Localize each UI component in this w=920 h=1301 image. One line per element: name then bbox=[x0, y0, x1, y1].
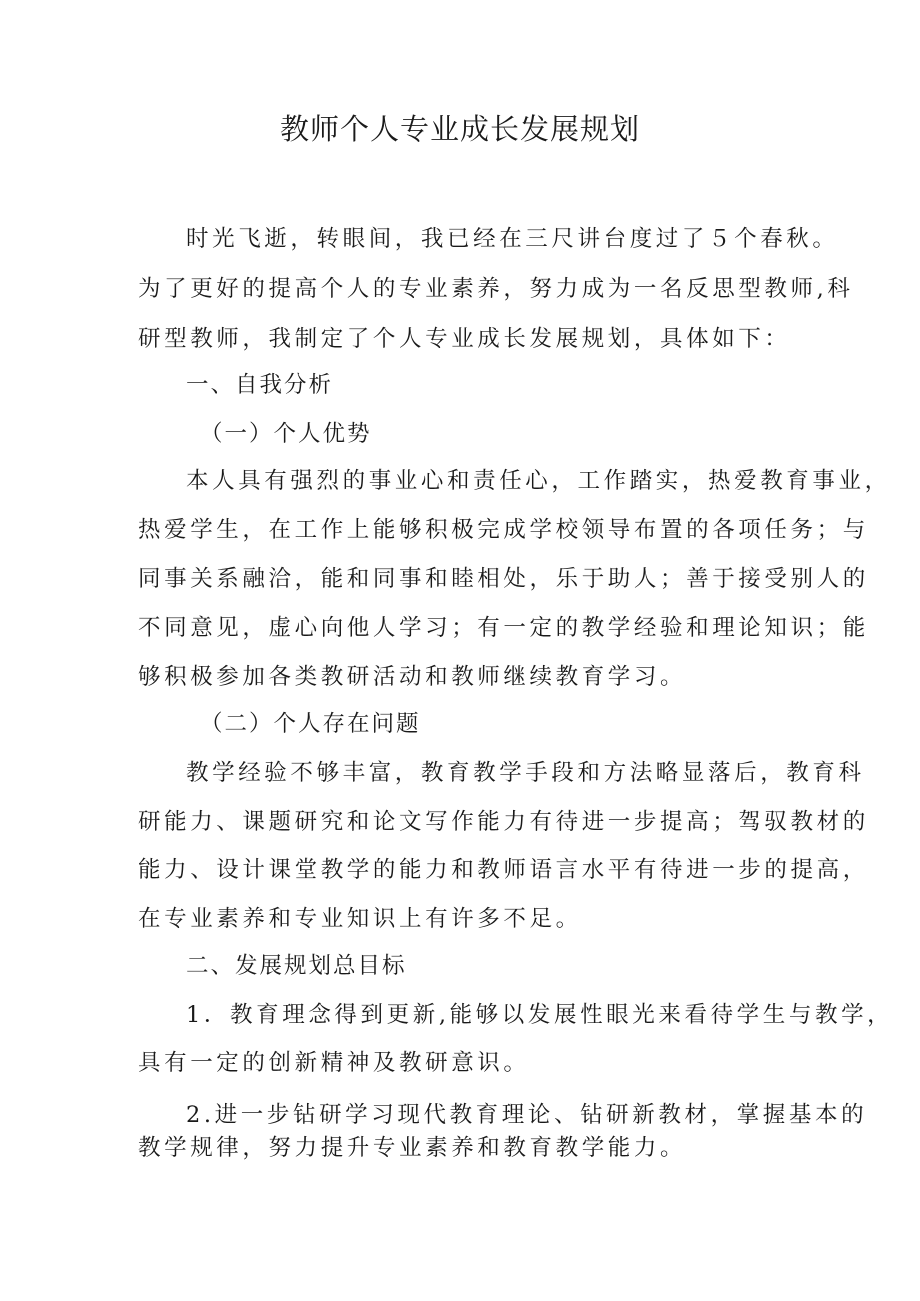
intro-line-1: 时光飞逝，转眼间，我已经在三尺讲台度过了５个春秋。 bbox=[186, 226, 839, 252]
problems-line-2: 研能力、课题研究和论文写作能力有待进一步提高；驾驭教材的 bbox=[138, 809, 869, 835]
section-1-sub-1-heading: （一）个人优势 bbox=[200, 421, 372, 447]
strengths-line-4: 不同意见，虚心向他人学习；有一定的教学经验和理论知识；能 bbox=[138, 615, 869, 641]
strengths-line-1: 本人具有强烈的事业心和责任心，工作踏实，热爱教育事业， bbox=[186, 468, 891, 494]
section-1-heading: 一、自我分析 bbox=[186, 372, 334, 398]
problems-line-3: 能力、设计课堂教学的能力和教师语言水平有待进一步的提高， bbox=[138, 857, 869, 883]
document-title: 教师个人专业成长发展规划 bbox=[279, 112, 640, 146]
strengths-line-3: 同事关系融洽，能和同事和睦相处，乐于助人；善于接受别人的 bbox=[138, 566, 869, 592]
goal-2-line-1: 2.进一步钻研学习现代教育理论、钻研新教材，掌握基本的 bbox=[186, 1102, 868, 1128]
strengths-line-5: 够积极参加各类教研活动和教师继续教育学习。 bbox=[138, 664, 687, 690]
problems-line-4: 在专业素养和专业知识上有许多不足。 bbox=[138, 906, 582, 932]
section-2-heading: 二、发展规划总目标 bbox=[186, 953, 407, 979]
goal-1-line-1: 1．教育理念得到更新,能够以发展性眼光来看待学生与教学， bbox=[186, 1002, 894, 1028]
problems-line-1: 教学经验不够丰富，教育教学手段和方法略显落后，教育科 bbox=[186, 760, 865, 786]
intro-line-2: 为了更好的提高个人的专业素养，努力成为一名反思型教师,科 bbox=[138, 276, 854, 302]
intro-line-3: 研型教师，我制定了个人专业成长发展规划，具体如下： bbox=[138, 326, 791, 352]
section-1-sub-2-heading: （二）个人存在问题 bbox=[200, 711, 421, 737]
strengths-line-2: 热爱学生，在工作上能够积极完成学校领导布置的各项任务；与 bbox=[138, 517, 869, 543]
goal-2-line-2: 教学规律，努力提升专业素养和教育教学能力。 bbox=[138, 1135, 687, 1161]
goal-1-line-2: 具有一定的创新精神及教研意识。 bbox=[138, 1050, 530, 1076]
